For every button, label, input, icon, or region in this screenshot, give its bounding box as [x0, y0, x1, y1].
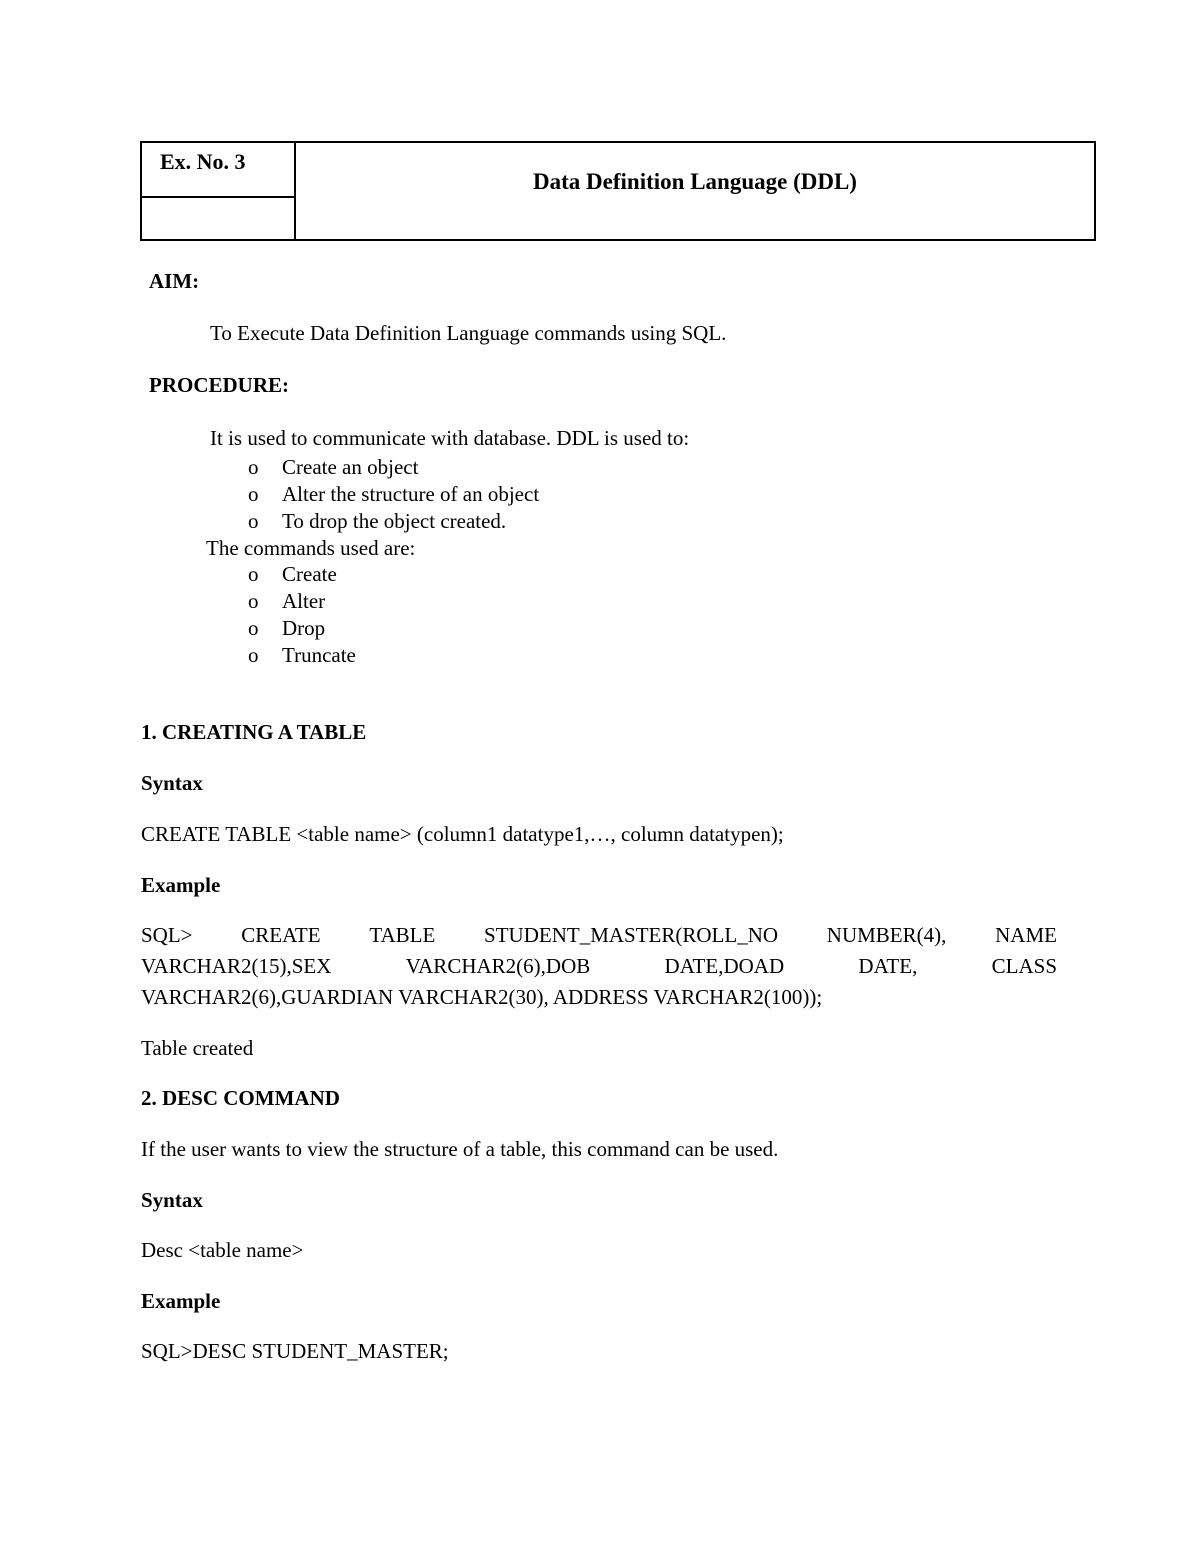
ddl-commands-list — [248, 561, 548, 669]
section-1-example-label: Example — [141, 873, 221, 897]
bullet-icon: o — [248, 562, 259, 586]
document-title: Data Definition Language (DDL) — [533, 169, 857, 194]
bullet-icon: o — [248, 616, 259, 640]
code-line: VARCHAR2(15),SEX VARCHAR2(6),DOB DATE,DOAD DATE, CLASS — [141, 954, 1057, 978]
list-item: o Alter — [248, 589, 326, 613]
ddl-uses-list — [248, 454, 748, 535]
section-1-syntax: CREATE TABLE <table name> (column1 datatype1,…, column datatypen); — [141, 822, 784, 846]
exercise-header-box — [140, 141, 1096, 241]
section-1-syntax-label: Syntax — [141, 771, 203, 795]
section-1-heading: 1. CREATING A TABLE — [141, 720, 367, 744]
bullet-icon: o — [248, 643, 259, 667]
section-1-example-code — [141, 920, 1057, 1013]
list-item: o Drop — [248, 616, 326, 640]
bullet-icon: o — [248, 509, 259, 533]
aim-text: To Execute Data Definition Language commands using SQL. — [210, 321, 727, 345]
procedure-intro: It is used to communicate with database. DDL is used to: — [210, 426, 690, 450]
code-line: VARCHAR2(6),GUARDIAN VARCHAR2(30), ADDRESS VARCHAR2(100)); — [141, 985, 823, 1009]
section-2-example: SQL>DESC STUDENT_MASTER; — [141, 1339, 449, 1363]
list-item: o To drop the object created. — [248, 509, 507, 533]
commands-intro: The commands used are: — [206, 536, 416, 560]
section-2-syntax: Desc <table name> — [141, 1238, 304, 1262]
code-line: SQL> CREATE TABLE STUDENT_MASTER(ROLL_NO NUMBER(4), NAME — [141, 923, 1057, 947]
exercise-number: Ex. No. 3 — [160, 149, 246, 174]
bullet-icon: o — [248, 482, 259, 506]
section-2-description: If the user wants to view the structure of a table, this command can be used. — [141, 1137, 779, 1161]
list-item: o Create — [248, 562, 337, 586]
section-1-result: Table created — [141, 1036, 254, 1060]
list-item: o Alter the structure of an object — [248, 482, 540, 506]
section-2-example-label: Example — [141, 1289, 221, 1313]
bullet-icon: o — [248, 455, 259, 479]
aim-heading: AIM: — [149, 269, 200, 293]
section-2-syntax-label: Syntax — [141, 1188, 203, 1212]
list-item: o Truncate — [248, 643, 356, 667]
header-horizontal-divider — [142, 196, 295, 198]
procedure-heading: PROCEDURE: — [149, 373, 289, 397]
list-item: o Create an object — [248, 455, 419, 479]
bullet-icon: o — [248, 589, 259, 613]
section-2-heading: 2. DESC COMMAND — [141, 1086, 340, 1110]
